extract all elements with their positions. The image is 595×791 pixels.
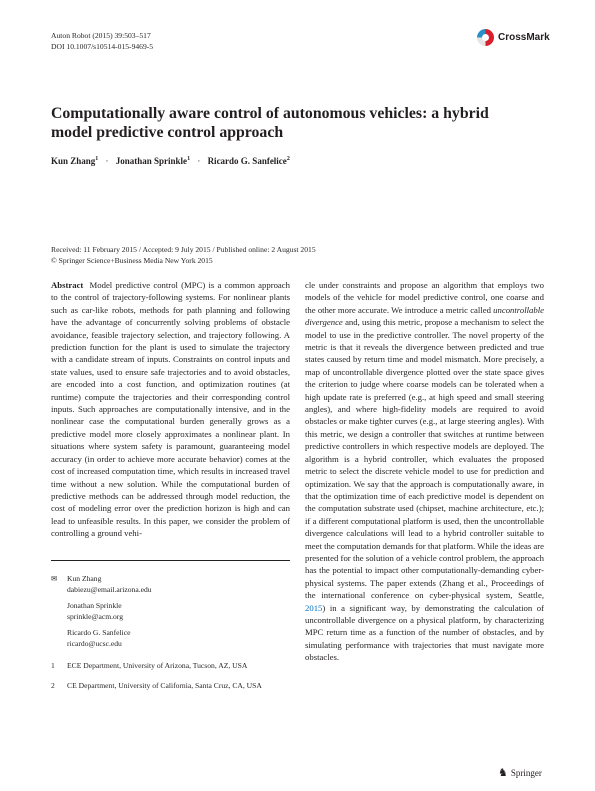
affiliation-text: CE Department, University of California, Santa Cruz, CA, USA (67, 680, 262, 690)
paper-title: Computationally aware control of autonomous vehicles: a hybrid model predictive control approach (51, 105, 489, 141)
abstract-column-right (305, 279, 544, 664)
contact-name: Jonathan Sprinkle (67, 601, 122, 610)
contact-name: Ricardo G. Sanfelice (67, 628, 131, 637)
author-name[interactable]: Jonathan Sprinkle (115, 156, 188, 166)
publication-dates (51, 244, 316, 266)
contact-entry (51, 601, 290, 622)
affiliation-number: 1 (51, 661, 55, 670)
doi[interactable]: DOI 10.1007/s10514-015-9469-5 (51, 42, 154, 51)
author-name[interactable]: Ricardo G. Sanfelice (207, 156, 287, 166)
contact-email[interactable]: sprinkle@acm.org (67, 611, 123, 621)
author-separator: · (105, 156, 109, 166)
affiliation-entry (51, 681, 290, 692)
abstract-text: ) in a significant way, by demonstrating the calculation of uncontrollable divergence on a physical platform, by characterizing MPC return time as a function of the number of obstacles, and by simulating performance with trajectories that must navigate more obstacles. (305, 602, 544, 663)
publisher-name: Springer (510, 767, 542, 778)
author-affiliation: 1 (187, 156, 191, 162)
abstract-emphasis: uncontrollable divergence (305, 304, 544, 328)
crossmark-label: CrossMark (498, 31, 550, 43)
abstract-text: Model predictive control (MPC) is a common approach to the control of trajectory-following systems. For nonlinear plants such as car-like robots, methods for path planning and following have the advantage of concurrently solving problems of obstacle avoidance, feasible trajectory selection, and trajectory following. A prediction function for the plant is used to simulate the trajectory with a candidate stream of inputs. Constraints on control inputs and state values, used to ensure safe trajectories and to avoid obstacles, are encoded into a cost function, and optimization routines (at runtime) compute the trajectories and their corresponding control inputs. Such approaches are computationally intensive, and in the nonlinear case the computational burden generally grows as a predictive model more closely approximates a nonlinear plant. In situations where system safety is paramount, guaranteeing model accuracy (in order to achieve more accurate behavior) comes at the cost of increased computation time, which results in increased travel time without a new solution. While the computational burden of predictive methods can be addressed through model reduction, the cost of modeling error over the prediction horizon is high and can lead to unfeasible results. In this paper, we consider the problem of controlling a ground vehi- (51, 280, 290, 539)
abstract-heading: Abstract (51, 280, 84, 290)
contact-email[interactable]: dabiezu@email.arizona.edu (67, 584, 152, 594)
affiliation-number: 2 (51, 680, 55, 690)
footnote-divider (51, 560, 290, 561)
affiliation-text: ECE Department, University of Arizona, Tucson, AZ, USA (67, 661, 248, 670)
envelope-icon: ✉ (51, 574, 58, 583)
author-affiliation: 2 (286, 156, 290, 162)
abstract-text: and, using this metric, propose a mechanism to select the model to use in the predictive controller. The novel property of the metric is that it reveals the divergence between predicted and true states caused by return time and model mismatch. More precisely, a map of uncontrollable divergence plotted over the state space gives the criterion to judge where coarse models can be tolerated when a high update rate is preferred (e.g., at high speed and small steering angles), and where high-fidelity models are required to avoid obstacles or make tighter curves (e.g., at large steering angles). With this metric, we design a controller that switches at runtime between predictive controllers in which respective models are deployed. The algorithm is a hybrid controller, which evaluates the proposed metric to select the discrete vehicle model to use for prediction and optimization. We say that the approach is computationally aware, in that the optimization time of each predictive model is dependent on the computation substrate used (chipset, machine architecture, etc.); if a different computational platform is used, then the uncontrollable divergence calculations will lead to a hybrid controller suitable to meet the computation demands for that platform. While the ideas are presented for the solution of a vehicle control problem, the approach has the potential to impact other computationally-demanding cyber-physical systems. The paper extends (Zhang et al., Proceedings of the international conference on cyber-physical system, Seattle, (305, 317, 544, 601)
journal-info (51, 30, 153, 52)
author-list (51, 156, 290, 166)
citation-link[interactable]: 2015 (305, 602, 323, 613)
abstract-column-left (51, 279, 290, 540)
dates-line: Received: 11 February 2015 / Accepted: 9 July 2015 / Published online: 2 August 2015 (51, 245, 316, 254)
affiliation-entry (51, 661, 290, 672)
journal-citation: Auton Robot (2015) 39:503–517 (51, 31, 151, 40)
author-name[interactable]: Kun Zhang (51, 156, 96, 166)
contact-entry (51, 574, 290, 595)
copyright-line: © Springer Science+Business Media New York 2015 (51, 256, 213, 265)
contact-name: Kun Zhang (67, 574, 102, 583)
springer-horse-icon: ♞ (498, 767, 508, 779)
contact-block (51, 574, 290, 697)
contact-entry (51, 628, 290, 649)
crossmark-badge[interactable] (477, 26, 562, 48)
publisher-logo (498, 766, 542, 779)
crossmark-icon (477, 29, 494, 46)
author-separator: · (197, 156, 201, 166)
abstract-text: cle under constraints and propose an algorithm that employs two models of the vehicle for model predictive control, one coarse and the other more accurate. We introduce a metric called (305, 280, 544, 315)
contact-email[interactable]: ricardo@ucsc.edu (67, 638, 122, 648)
author-affiliation: 1 (95, 156, 99, 162)
